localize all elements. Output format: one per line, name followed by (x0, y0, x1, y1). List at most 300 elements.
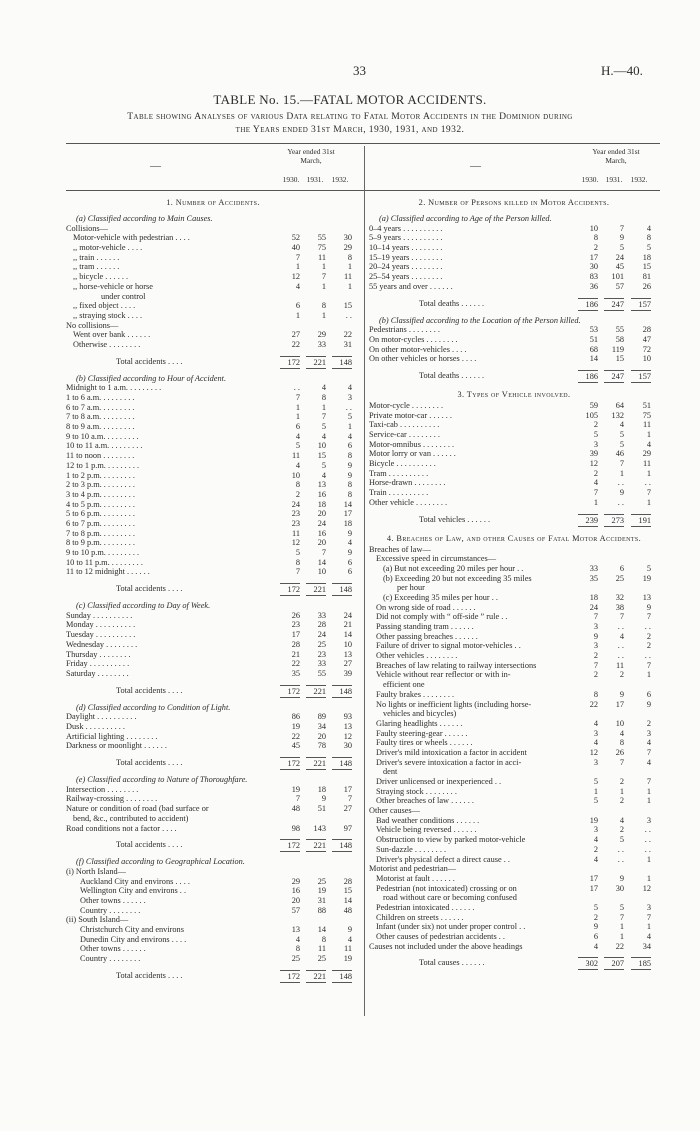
table-row (369, 700, 659, 710)
cell-1930: 19 (291, 784, 300, 794)
cell-1932: 75 (642, 410, 651, 420)
cell-1931: 14 (317, 925, 326, 935)
table-row (369, 420, 659, 430)
table-row (369, 758, 659, 768)
table-row (66, 383, 360, 393)
cell-1930: 10 (589, 223, 598, 233)
table-row (369, 903, 659, 913)
cell-1932: 148 (332, 970, 352, 983)
right-year-1932: 1932. (630, 175, 648, 184)
cell-1930: 7 (295, 393, 300, 403)
table-row (66, 722, 360, 732)
cell-1931: 1 (321, 402, 326, 412)
table-row (66, 620, 360, 630)
table-row (66, 330, 360, 340)
cell-1930: 172 (280, 757, 300, 770)
cell-1931: 2 (619, 670, 624, 680)
table-row (66, 794, 360, 804)
table-row (66, 567, 360, 577)
cell-1930: 4 (593, 941, 598, 951)
table-row (66, 935, 360, 945)
row-label: (c) Exceeding 35 miles per hour . . (383, 592, 498, 602)
cell-1931: 5 (619, 902, 624, 912)
cell-1930: 7 (295, 794, 300, 804)
table-row (369, 709, 659, 719)
row-label: ,, bicycle . . . . . . (73, 272, 129, 282)
cell-1930: 2 (593, 844, 598, 854)
table-row (369, 641, 659, 651)
cell-1931: 9 (619, 233, 624, 243)
section-heading: 1. Number of Accidents. (166, 198, 260, 207)
cell-1931: 119 (611, 344, 624, 354)
table-row (369, 855, 659, 865)
cell-1932: 5 (646, 563, 651, 573)
table-row (369, 354, 659, 364)
cell-1930: 6 (295, 301, 300, 311)
cell-1932: 47 (642, 334, 651, 344)
table-row (66, 886, 360, 896)
row-label: Excessive speed in circumstances— (376, 554, 497, 564)
table-row (66, 896, 360, 906)
cell-1931: 20 (317, 731, 326, 741)
cell-1932: . . (644, 622, 651, 632)
cell-1930: 19 (291, 722, 300, 731)
cell-1931: 1 (321, 281, 326, 291)
table-row (66, 640, 360, 650)
cell-1932: 2 (646, 631, 651, 641)
cell-1931: 33 (317, 659, 326, 669)
row-label: 20–24 years . . . . . . . . (369, 262, 443, 272)
row-label: Other towns . . . . . . (80, 895, 146, 905)
cell-1931: 24 (317, 518, 326, 528)
cell-1930: 172 (280, 839, 300, 852)
row-label: 6 to 7 p.m. . . . . . . . . (66, 518, 135, 528)
cell-1932: 3 (646, 815, 651, 825)
total-label: Total causes . . . . . . (419, 958, 485, 968)
table-row (66, 422, 360, 432)
cell-1931: . . (617, 497, 624, 507)
cell-1932: 13 (642, 592, 651, 602)
cell-1932: 13 (343, 722, 352, 731)
cell-1931: 22 (615, 941, 624, 951)
table-row (66, 611, 360, 621)
row-label: 4 to 5 p.m. . . . . . . . . (66, 499, 135, 509)
row-label: Breaches of law— (369, 544, 431, 554)
table-row (66, 944, 360, 954)
row-label: Wellington City and environs . . (80, 886, 187, 896)
total-label: Total accidents . . . . (116, 970, 183, 980)
cell-1932: 4 (646, 757, 651, 767)
row-label: (a) But not exceeding 20 miles per hour . . (383, 563, 524, 573)
table-row (66, 272, 360, 282)
cell-1932: . . (644, 478, 651, 488)
row-label: 15–19 years . . . . . . . . (369, 252, 443, 262)
cell-1932: 8 (646, 233, 651, 243)
row-label: ,, horse-vehicle or horse (73, 281, 153, 291)
classification-subheading: (f) Classified according to Geographical Location. (76, 857, 245, 867)
table-row (66, 393, 360, 403)
table-row (66, 311, 360, 321)
cell-1930: 26 (291, 610, 300, 620)
cell-1930: 25 (291, 954, 300, 964)
cell-1930: 1 (295, 412, 300, 422)
cell-1930: 4 (593, 718, 598, 728)
row-label: 11 to 12 midnight . . . . . . (66, 567, 150, 577)
table-row (369, 469, 659, 479)
cell-1930: . . (293, 383, 300, 393)
cell-1932: . . (644, 651, 651, 661)
cell-1932: 6 (347, 557, 352, 567)
table-row (369, 488, 659, 498)
cell-1930: 172 (280, 970, 300, 983)
cell-1930: 86 (291, 712, 300, 722)
row-label: Motor-cycle . . . . . . . . (369, 400, 444, 410)
cell-1931: 25 (317, 876, 326, 886)
cell-1930: 4 (295, 460, 300, 470)
cell-1931: 1 (619, 922, 624, 932)
table-row (369, 545, 659, 555)
row-label: Artificial lighting . . . . . . . . (66, 731, 158, 741)
table-row (66, 451, 360, 461)
table-row (66, 650, 360, 660)
cell-1931: 64 (615, 400, 624, 410)
cell-1930: 5 (593, 777, 598, 787)
cell-1931: 57 (615, 281, 624, 291)
row-label: dent (383, 767, 398, 777)
table-row (369, 430, 659, 440)
cell-1932: 11 (643, 420, 651, 430)
cell-1932: 1 (646, 430, 651, 440)
cell-1930: 45 (291, 741, 300, 751)
row-label: road without care or becoming confused (383, 893, 517, 903)
row-label: Failure of driver to signal motor-vehicles . . (376, 641, 521, 651)
cell-1932: 7 (646, 777, 651, 787)
cell-1930: 11 (292, 528, 300, 538)
cell-1932: 7 (347, 794, 352, 804)
cell-1932: 28 (343, 876, 352, 886)
row-label: 8 to 9 a.m. . . . . . . . . (66, 422, 135, 432)
table-row (369, 777, 659, 787)
row-label: Sunday . . . . . . . . . . (66, 610, 133, 620)
right-table-column (369, 196, 659, 970)
row-label: Obstruction to view by parked motor-vehicle (376, 835, 526, 845)
cell-1930: 19 (589, 815, 598, 825)
cell-1931: 1 (619, 786, 624, 796)
row-label: 6 to 7 a.m. . . . . . . . . (66, 402, 135, 412)
table-row (369, 806, 659, 816)
cell-1932: 10 (642, 354, 651, 364)
cell-1932: 28 (642, 325, 651, 335)
cell-1932: 8 (347, 451, 352, 461)
row-label: Bad weather conditions . . . . . . (376, 815, 480, 825)
cell-1931: 247 (604, 298, 624, 311)
table-row (66, 321, 360, 331)
row-label: Motor-omnibus . . . . . . . . (369, 439, 455, 449)
cell-1931: 1 (321, 310, 326, 320)
cell-1932: 29 (343, 243, 352, 253)
cell-1932: 8 (347, 252, 352, 262)
table-row (369, 325, 659, 335)
cell-1931: 4 (321, 431, 326, 441)
cell-1932: 15 (343, 301, 352, 311)
row-label: 1 to 6 a.m. . . . . . . . . (66, 393, 135, 403)
cell-1932: 4 (347, 934, 352, 944)
cell-1930: 7 (593, 612, 598, 622)
cell-1930: 14 (589, 354, 598, 364)
table-row (369, 335, 659, 345)
cell-1932: 148 (332, 757, 352, 770)
table-row (66, 915, 360, 925)
table-row (66, 529, 360, 539)
cell-1931: 34 (317, 722, 326, 731)
cell-1930: 5 (295, 548, 300, 558)
total-row (66, 684, 360, 698)
page-number: 33 (353, 63, 366, 78)
cell-1931: 14 (317, 557, 326, 567)
cell-1930: 35 (589, 573, 598, 583)
cell-1930: 5 (295, 441, 300, 451)
cell-1930: 11 (292, 451, 300, 461)
cell-1932: 81 (642, 272, 651, 282)
section-heading: 3. Types of Vehicle involved. (457, 389, 571, 399)
cell-1931: 89 (317, 712, 326, 722)
row-label: 3 to 4 p.m. . . . . . . . . (66, 489, 135, 499)
cell-1932: . . (644, 825, 651, 835)
table-row (66, 558, 360, 568)
table-row (369, 729, 659, 739)
table-row (369, 787, 659, 797)
cell-1930: 20 (291, 895, 300, 905)
cell-1932: 17 (343, 784, 352, 794)
left-year-1931: 1931. (306, 175, 324, 184)
row-label: (b) Exceeding 20 but not exceeding 35 miles (383, 573, 532, 583)
cell-1931: . . (617, 854, 624, 864)
cell-1931: 18 (317, 784, 326, 794)
classification-subheading: (c) Classified according to Day of Week. (76, 601, 211, 611)
cell-1930: 22 (291, 659, 300, 669)
row-label: 2 to 3 p.m. . . . . . . . . (66, 480, 135, 490)
row-label: Faulty steering-gear . . . . . . (376, 728, 468, 738)
total-label: Total accidents . . . . (116, 685, 183, 695)
table-row (66, 630, 360, 640)
cell-1930: 186 (578, 298, 598, 311)
row-label: ,, train . . . . . . (73, 252, 120, 262)
table-row (66, 490, 360, 500)
cell-1931: 10 (317, 441, 326, 451)
table-row (369, 719, 659, 729)
table-row (369, 593, 659, 603)
table-row (66, 480, 360, 490)
table-row (66, 824, 360, 834)
table-row (66, 243, 360, 253)
cell-1930: 4 (593, 835, 598, 845)
row-label: Friday . . . . . . . . . . (66, 659, 130, 669)
section-heading: 4. Breaches of Law, and other Causes of Fatal Motor Accidents. (386, 533, 642, 543)
table-row (369, 262, 659, 272)
cell-1931: 46 (615, 449, 624, 459)
cell-1930: 23 (291, 509, 300, 519)
cell-1931: 33 (317, 339, 326, 349)
cell-1932: 1 (347, 281, 352, 291)
cell-1930: 3 (593, 439, 598, 449)
column-divider (364, 146, 365, 1016)
cell-1931: 221 (306, 685, 326, 698)
table-row (369, 835, 659, 845)
cell-1932: 9 (347, 460, 352, 470)
cell-1931: 15 (615, 354, 624, 364)
table-row (369, 583, 659, 593)
cell-1931: 51 (317, 804, 326, 814)
cell-1931: 11 (616, 660, 624, 670)
cell-1931: 20 (317, 538, 326, 548)
cell-1932: 51 (642, 400, 651, 410)
table-row (66, 732, 360, 742)
cell-1932: 1 (646, 922, 651, 932)
cell-1931: 143 (313, 823, 326, 833)
cell-1932: 8 (347, 489, 352, 499)
row-label: On other motor-vehicles . . . . (369, 344, 467, 354)
table-row (66, 867, 360, 877)
cell-1931: 33 (317, 610, 326, 620)
table-row (369, 651, 659, 661)
row-label: Pedestrian intoxicated . . . . . . (376, 902, 475, 912)
cell-1930: 12 (291, 272, 300, 282)
row-label: Dusk . . . . . . . . . . (66, 722, 126, 731)
cell-1930: 24 (291, 499, 300, 509)
cell-1931: 45 (615, 262, 624, 272)
cell-1931: 9 (619, 873, 624, 883)
row-label: Vehicle without rear reflector or with in- (376, 670, 511, 680)
row-label: 5–9 years . . . . . . . . . . (369, 233, 443, 243)
row-label: Infant (under six) not under proper control . . (376, 922, 526, 932)
cell-1931: 5 (619, 243, 624, 253)
table-row (369, 816, 659, 826)
cell-1930: 17 (291, 630, 300, 640)
cell-1930: 3 (593, 757, 598, 767)
table-row (66, 253, 360, 263)
cell-1932: 1 (347, 262, 352, 272)
cell-1932: 148 (332, 685, 352, 698)
cell-1930: 23 (291, 620, 300, 630)
cell-1931: 38 (615, 602, 624, 612)
table-row (66, 877, 360, 887)
cell-1930: 2 (295, 489, 300, 499)
row-label: 1 to 2 p.m. . . . . . . . . (66, 470, 135, 480)
cell-1930: 3 (593, 622, 598, 632)
cell-1932: 3 (646, 902, 651, 912)
cell-1931: 4 (619, 420, 624, 430)
table-subtitle-line-2: the Years ended 31st March, 1930, 1931, and 1932. (235, 124, 465, 135)
cell-1931: 18 (317, 499, 326, 509)
cell-1930: 2 (593, 468, 598, 478)
cell-1931: 16 (317, 489, 326, 499)
cell-1930: 12 (291, 538, 300, 548)
row-label: 11 to noon . . . . . . . . (66, 451, 135, 461)
cell-1932: 30 (343, 741, 352, 751)
table-row (66, 538, 360, 548)
row-label: Taxi-cab . . . . . . . . . . (369, 420, 440, 430)
row-label: Monday . . . . . . . . . . (66, 620, 136, 630)
row-label: Darkness or moonlight . . . . . . (66, 741, 167, 751)
cell-1930: 39 (589, 449, 598, 459)
cell-1932: 7 (646, 612, 651, 622)
row-label: Motorist and pedestrian— (369, 864, 457, 874)
cell-1930: 57 (291, 905, 300, 915)
table-row (66, 412, 360, 422)
cell-1930: 30 (589, 262, 598, 272)
cell-1930: 1 (295, 262, 300, 272)
row-label: Nature or condition of road (bad surface or (66, 804, 209, 814)
cell-1932: 7 (646, 912, 651, 922)
table-row (66, 804, 360, 814)
cell-1930: 5 (593, 902, 598, 912)
cell-1932: 30 (343, 233, 352, 243)
cell-1931: 10 (615, 718, 624, 728)
row-label: No lights or inefficient lights (including horse- (376, 699, 532, 709)
section-heading: 2. Number of Persons killed in Motor Accidents. (418, 198, 610, 207)
row-label: Daylight . . . . . . . . . . (66, 712, 137, 722)
cell-1932: 1 (646, 670, 651, 680)
cell-1932: 3 (646, 728, 651, 738)
table-row (369, 874, 659, 884)
cell-1930: 8 (593, 689, 598, 699)
cell-1932: 6 (347, 567, 352, 577)
cell-1930: 105 (585, 410, 598, 420)
cell-1931: 221 (306, 839, 326, 852)
total-label: Total accidents . . . . (116, 356, 183, 366)
row-label: Passing standing tram . . . . . . (376, 622, 474, 632)
cell-1931: 10 (317, 567, 326, 577)
cell-1932: 2 (646, 718, 651, 728)
row-label: Faulty tires or wheels . . . . . . (376, 738, 473, 748)
cell-1931: 273 (604, 514, 624, 527)
row-label: Vehicle being reversed . . . . . . (376, 825, 477, 835)
cell-1931: 13 (317, 480, 326, 490)
cell-1932: 185 (631, 957, 651, 970)
row-label: 7 to 8 a.m. . . . . . . . . (66, 412, 135, 422)
cell-1931: 11 (318, 252, 326, 262)
cell-1931: 26 (615, 747, 624, 757)
cell-1930: 4 (593, 478, 598, 488)
cell-1931: 23 (317, 649, 326, 659)
cell-1930: 6 (593, 932, 598, 942)
cell-1931: 6 (619, 563, 624, 573)
cell-1931: 9 (619, 689, 624, 699)
cell-1931: 15 (317, 451, 326, 461)
total-row (66, 756, 360, 770)
cell-1932: 14 (343, 630, 352, 640)
cell-1932: 39 (343, 668, 352, 678)
cell-1932: 148 (332, 839, 352, 852)
cell-1932: 18 (343, 518, 352, 528)
row-label: On other vehicles or horses . . . . (369, 354, 477, 364)
cell-1932: 8 (347, 480, 352, 490)
cell-1931: 7 (321, 272, 326, 282)
table-row (369, 767, 659, 777)
row-label: Private motor-car . . . . . . (369, 410, 453, 420)
row-label: Saturday . . . . . . . . (66, 668, 129, 678)
header-top-rule (66, 143, 660, 144)
total-label: Total deaths . . . . . . (419, 298, 485, 308)
row-label: Other vehicle . . . . . . . . (369, 497, 448, 507)
table-row (369, 622, 659, 632)
row-label: Service-car . . . . . . . . (369, 430, 440, 440)
cell-1930: 23 (291, 518, 300, 528)
table-row (369, 825, 659, 835)
classification-subheading: (a) Classified according to Main Causes. (76, 214, 213, 223)
row-label: Driver's physical defect a direct cause . . (376, 854, 510, 864)
row-label: No collisions— (66, 320, 119, 330)
